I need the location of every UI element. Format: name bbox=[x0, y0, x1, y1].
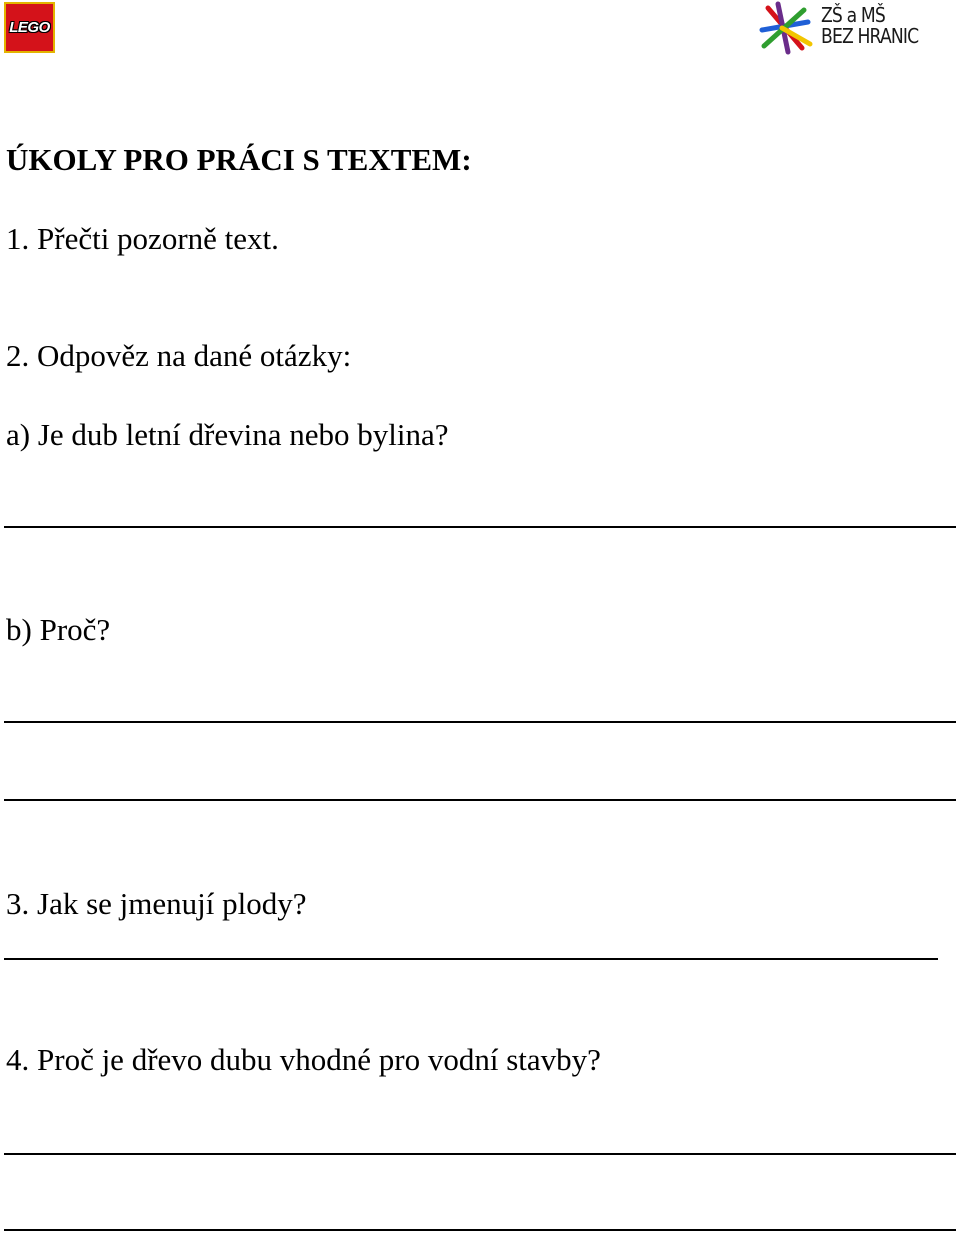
lego-logo-text: LEGO bbox=[9, 19, 50, 36]
task-1: 1. Přečti pozorně text. bbox=[6, 221, 279, 256]
answer-line[interactable] bbox=[4, 958, 938, 960]
task-4: 4. Proč je dřevo dubu vhodné pro vodní stavby? bbox=[6, 1042, 601, 1077]
school-logo bbox=[758, 0, 948, 56]
question-b: b) Proč? bbox=[6, 612, 111, 647]
task-3: 3. Jak se jmenují plody? bbox=[6, 886, 307, 921]
school-name-line-2: BEZ HRANIC bbox=[821, 24, 919, 48]
answer-line[interactable] bbox=[4, 1229, 956, 1231]
worksheet-heading: ÚKOLY PRO PRÁCI S TEXTEM: bbox=[6, 142, 472, 177]
answer-line[interactable] bbox=[4, 526, 956, 528]
answer-line[interactable] bbox=[4, 799, 956, 801]
answer-line[interactable] bbox=[4, 721, 956, 723]
lego-logo bbox=[4, 2, 55, 53]
question-a: a) Je dub letní dřevina nebo bylina? bbox=[6, 417, 449, 452]
school-name-line-1: ZŠ a MŠ bbox=[821, 3, 885, 27]
task-2: 2. Odpověz na dané otázky: bbox=[6, 338, 352, 373]
answer-line[interactable] bbox=[4, 1153, 956, 1155]
school-mark-icon bbox=[758, 0, 814, 56]
